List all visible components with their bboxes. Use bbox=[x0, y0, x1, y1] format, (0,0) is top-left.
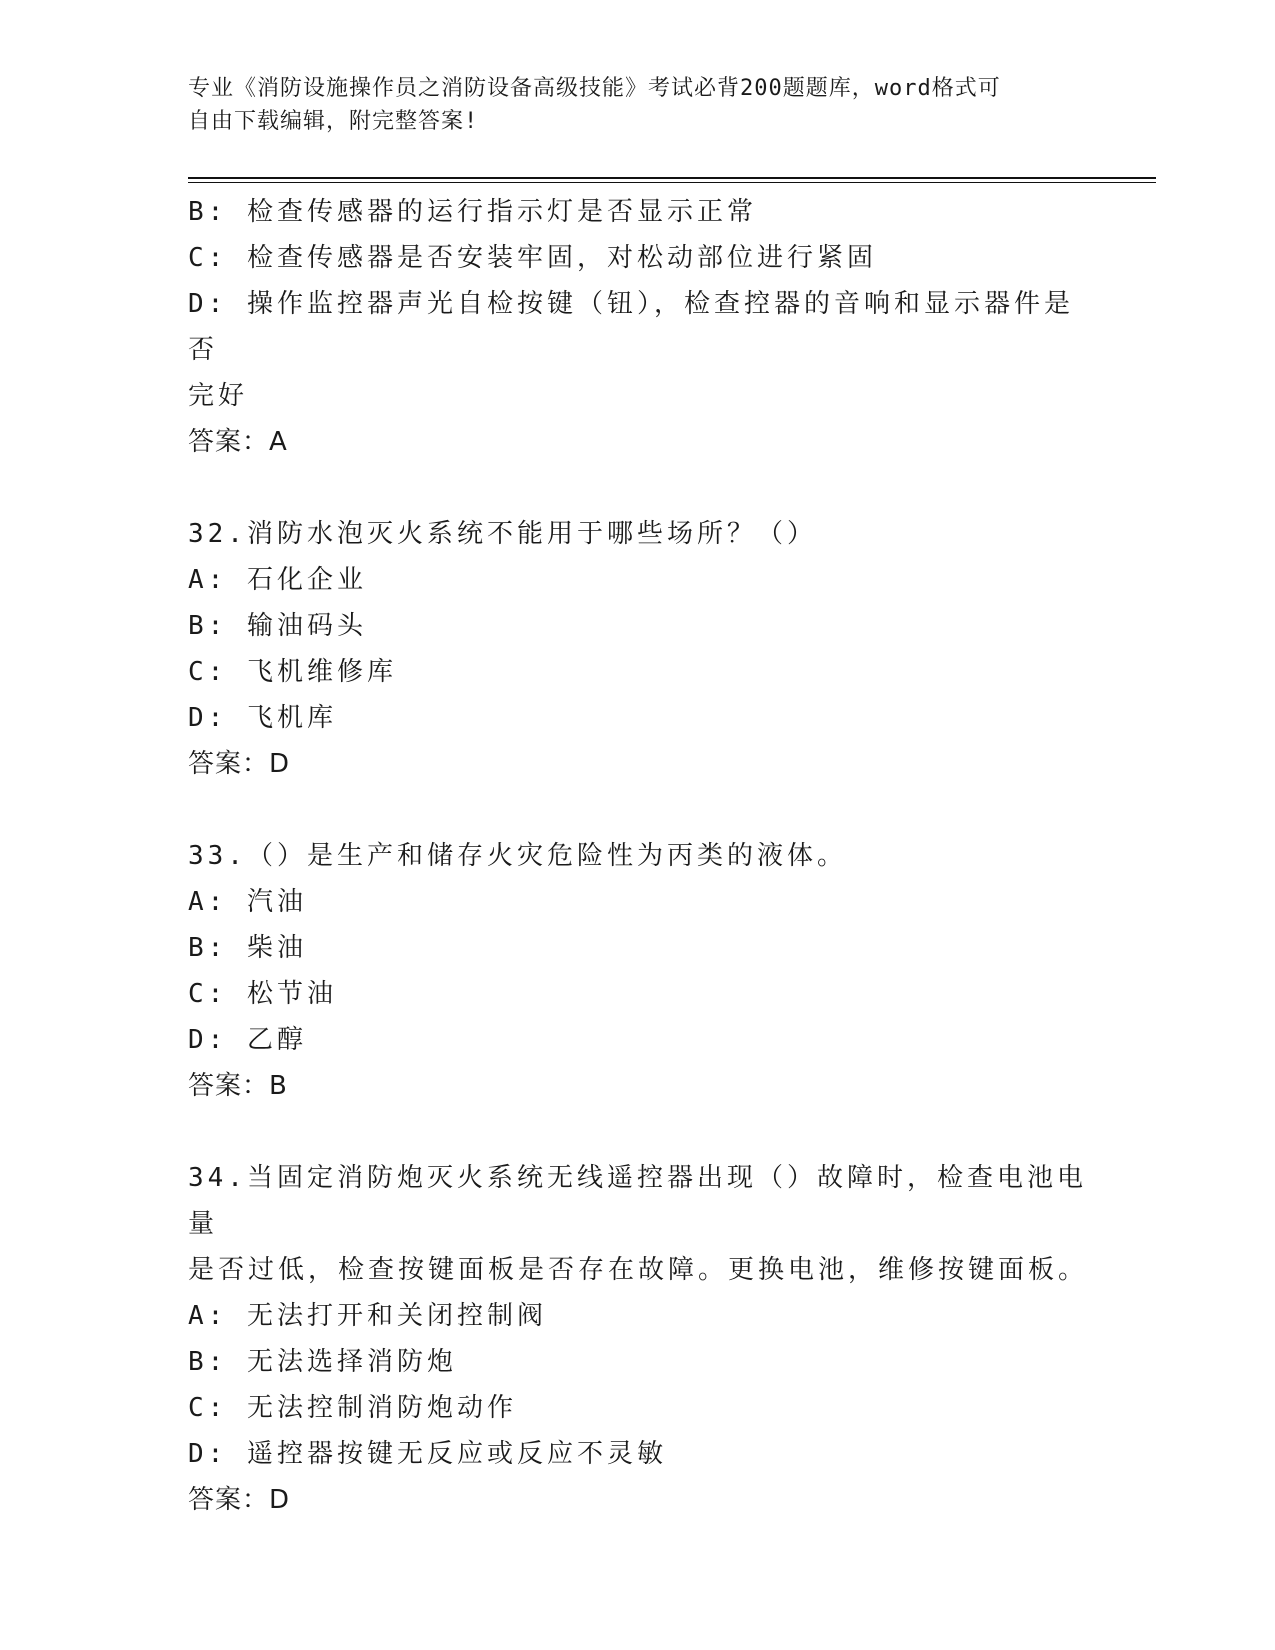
option-c: C: 松节油 bbox=[188, 979, 337, 1009]
question-text: 32.消防水泡灭火系统不能用于哪些场所？（） bbox=[188, 519, 817, 549]
answer: 答案：D bbox=[188, 749, 291, 779]
header-title-line2: 自由下载编辑，附完整答案! bbox=[188, 109, 479, 134]
question-list bbox=[188, 189, 1088, 1523]
option-a: A: 无法打开和关闭控制阀 bbox=[188, 1301, 547, 1331]
option-d: D: 乙醇 bbox=[188, 1025, 307, 1055]
option-b: B: 输油码头 bbox=[188, 611, 367, 641]
question-32 bbox=[188, 511, 1088, 787]
option-d: D: 遥控器按键无反应或反应不灵敏 bbox=[188, 1439, 667, 1469]
option-d-continuation: 完好 bbox=[188, 381, 249, 411]
option-c: C: 飞机维修库 bbox=[188, 657, 397, 687]
spacer bbox=[188, 787, 1088, 833]
option-b: B: 柴油 bbox=[188, 933, 307, 963]
spacer bbox=[188, 1109, 1088, 1155]
page-header bbox=[188, 72, 1088, 138]
spacer bbox=[188, 465, 1088, 511]
question-33 bbox=[188, 833, 1088, 1109]
option-b: B: 无法选择消防炮 bbox=[188, 1347, 457, 1377]
question-31 bbox=[188, 189, 1088, 465]
option-c: C: 检查传感器是否安装牢固，对松动部位进行紧固 bbox=[188, 243, 877, 273]
option-a: A: 汽油 bbox=[188, 887, 307, 917]
option-a: A: 石化企业 bbox=[188, 565, 367, 595]
option-c: C: 无法控制消防炮动作 bbox=[188, 1393, 517, 1423]
question-text: 33.（）是生产和储存火灾危险性为丙类的液体。 bbox=[188, 841, 847, 871]
header-divider bbox=[188, 177, 1156, 183]
option-d: D: 飞机库 bbox=[188, 703, 337, 733]
option-d: D: 操作监控器声光自检按键（钮），检查控器的音响和显示器件是否 bbox=[188, 289, 1074, 365]
answer: 答案：B bbox=[188, 1071, 288, 1101]
answer: 答案：D bbox=[188, 1485, 291, 1515]
question-34 bbox=[188, 1155, 1088, 1523]
question-text-continuation: 是否过低，检查按键面板是否存在故障。更换电池，维修按键面板。 bbox=[188, 1255, 1089, 1285]
answer: 答案：A bbox=[188, 427, 288, 457]
header-title-line1: 专业《消防设施操作员之消防设备高级技能》考试必背200题题库，word格式可 bbox=[188, 76, 1001, 101]
option-b: B: 检查传感器的运行指示灯是否显示正常 bbox=[188, 197, 757, 227]
question-text: 34.当固定消防炮灭火系统无线遥控器出现（）故障时，检查电池电量 bbox=[188, 1163, 1087, 1239]
